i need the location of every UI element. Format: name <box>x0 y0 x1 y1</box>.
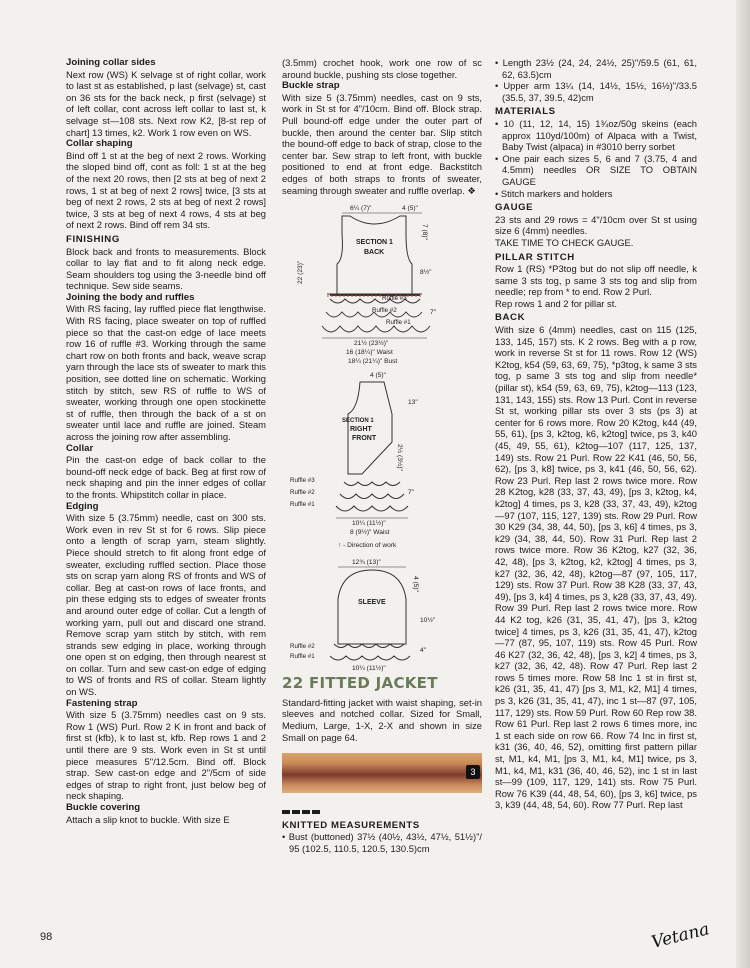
back-width-label: 21½ (23½)" <box>354 340 389 348</box>
back-neck-label: 6¼ (7)" <box>350 205 372 213</box>
buckle-strap-text: With size 5 (3.75mm) needles, cast on 9 sts, work in St st for 4"/10cm. Bind off. Block strap. Pull bound-off edge under the outer part of buckle, then around the center bar. Slip stitch the bound-off edge to back of strap, close to the center bar. Sew strap to left front, with buckle positioned to end at front edge. Backstitch edges of both straps to fronts of sweater, seaming through sweater and ruffle overlap. ❖ <box>282 91 482 196</box>
sleeve-title: SLEEVE <box>358 599 386 607</box>
collar-heading: Collar <box>66 442 94 454</box>
materials-markers: • Stitch markers and holders <box>495 187 613 199</box>
length-measurement: • Length 23½ (24, 24, 24½, 25)"/59.5 (61, 61, 62, 63.5)cm <box>495 57 697 80</box>
front-title-1: SECTION 1 <box>342 418 374 425</box>
collar-text: Pin the cast-on edge of back collar to the bound-off neck edge of back. Beg at first row of neck shaping and pin the inner edges of collar to the fronts. Whipstitch collar in place. <box>66 454 266 500</box>
schematics-diagram <box>282 204 482 672</box>
back-title-1: SECTION 1 <box>356 239 393 247</box>
back-ruffle1-label: Ruffle #1 <box>386 319 411 327</box>
sleeve-ruffle1-label: Ruffle #1 <box>290 653 315 661</box>
front-ruffle1-label: Ruffle #1 <box>290 501 315 509</box>
back-ruffle2-label: Ruffle #2 <box>372 307 397 315</box>
front-slope-label: 2½ (3½)" <box>396 444 403 472</box>
front-schematic <box>290 372 418 549</box>
back-body-label: 8½" <box>420 269 432 277</box>
back-heading: BACK <box>495 312 526 324</box>
buckle-covering-text: Attach a slip knot to buckle. With size E <box>66 813 230 825</box>
section-divider-bars <box>282 805 482 817</box>
joining-body-text: With RS facing, lay ruffled piece flat lengthwise. With RS facing, place sweater on top of ruffled piece so that the cast-on edge of lace meets row 16 of ruffle #3. Working through the same chart row on both fronts and back, weave scrap yarn through the lace sts of sweater to mark this position, see dotted line on schematic. Working stitch by stitch, sew RS of ruffle to WS of sweater, working through one open stockinette st of ruffle, then through the back of a st on sweater until lace and ruffle are joined. Steam across the joining row after assembling. <box>66 303 266 442</box>
jacket-intro: Standard-fitting jacket with waist shaping, set-in sleeves and notched collar. Sized for Small, Medium, Large, 1-X, 2-X and shown in size Small on page 64. <box>282 696 482 743</box>
sleeve-bottom-label: 10¼ (11½)" <box>352 665 386 673</box>
front-neck-label: 13" <box>408 399 418 407</box>
back-title-2: BACK <box>364 249 385 257</box>
sleeve-schematic <box>290 559 436 672</box>
front-width-label: 10¼ (11½)" <box>352 520 386 528</box>
back-bust-label: 18¼ (21¼)" Bust <box>348 358 398 366</box>
joining-collar-text: Next row (WS) K selvage st of right collar, work to last st as established, p last (selvage) st, cast on 36 sts for the back neck, p first (selvage) st of left collar, cont across left collar to last st, k selvage st—108 sts. Next row K2, [8-st rep of chart] 13 times, k2. Work 1 row even on WS. <box>66 68 266 138</box>
pillar-stitch-repeat: Rep rows 1 and 2 for pillar st. <box>495 297 617 309</box>
edging-heading: Edging <box>66 500 99 512</box>
front-ruffle2-label: Ruffle #2 <box>290 489 315 497</box>
collar-shaping-heading: Collar shaping <box>66 138 133 150</box>
front-title-2: RIGHT <box>350 426 372 434</box>
materials-yarn: • 10 (11, 12, 14, 15) 1¾oz/50g skeins (each approx 110yd/100m) of Alpaca with a Twist, Baby Twist (alpaca) in #3010 berry sorbet <box>495 117 697 153</box>
edging-text: With size 5 (3.75mm) needle, cast on 300 sts. Work even in rev St st for 6 rows. Slip piece onto a length of scrap yarn, steam slightly. Piece should stretch to fit along front edge of sweater, excluding ruffled section. Place those sts on scrap yarn along RS of fronts and WS of collar. Beg at cast-on rows of lace fronts, and pin these edging sts to edges of sweater fronts and around outer edge of collar. Cut a length of working yarn, pull out and discard one strand. Remove scrap yarn stitch by stitch, with rem strands sew edging in place, working through one open st on edging, then through nearest st on collar. Turn and sew cast-on edge of edging to WS of fronts and RS of collar. Steam lightly on WS. <box>66 512 266 698</box>
materials-needles: • One pair each sizes 5, 6 and 7 (3.75, 4 and 4.5mm) needles OR SIZE TO OBTAIN GAUGE <box>495 152 697 187</box>
back-length-label: 22 (23)" <box>297 260 304 285</box>
column-right <box>495 57 697 811</box>
column-middle <box>282 57 482 854</box>
back-ruffle3-label: Ruffle #3 <box>382 295 407 303</box>
front-shoulder-label: 4 (5)" <box>370 372 386 380</box>
jacket-title: 22 FITTED JACKET <box>282 674 438 693</box>
pillar-stitch-text: Row 1 (RS) *P3tog but do not slip off needle, k same 3 sts tog, p same 3 sts tog and slip from needle; rep from * to end. Row 2 Purl. <box>495 263 697 298</box>
bust-measurement: • Bust (buttoned) 37½ (40½, 43½, 47½, 51½)"/ 95 (102.5, 110.5, 120.5, 130.5)cm <box>282 831 482 854</box>
sleeve-top-label: 12¾ (13)" <box>352 559 381 567</box>
front-ruffle3-label: Ruffle #3 <box>290 477 315 485</box>
page-number: 98 <box>40 931 53 943</box>
fastening-strap-heading: Fastening strap <box>66 697 138 709</box>
yarn-swatch-image <box>282 753 482 793</box>
front-title-3: FRONT <box>352 435 377 443</box>
column-left <box>66 57 266 825</box>
pillar-stitch-heading: PILLAR STITCH <box>495 251 575 263</box>
collar-shaping-text: Bind off 1 st at the beg of next 2 rows. Working the sloped bind off, cont as foll: 1 st at the beg of the next 20 rows, then [2 sts at beg of next 2 rows, 1 st at beg of next 2 rows] twice, [3 sts at beg of next 2 rows, 2 sts at beg of next 2 rows] twice, 3 sts at beg of next 4 rows, 4 sts at beg of next 2 rows. Bind off rem 34 sts. <box>66 149 266 231</box>
skill-level-badge: 3 <box>466 765 480 779</box>
back-waist-label: 16 (18¼)" Waist <box>346 349 393 357</box>
sleeve-ruffle2-label: Ruffle #2 <box>290 643 315 651</box>
joining-body-heading: Joining the body and ruffles <box>66 291 195 303</box>
sleeve-length-label: 10½" <box>420 617 436 625</box>
finishing-text: Block back and fronts to measurements. Block collar to lay flat and to fit along neck edge. Seam shoulders tog using the 3-needle bind off technique. Sew side seams. <box>66 245 266 292</box>
materials-heading: MATERIALS <box>495 106 556 118</box>
back-schematic <box>297 205 437 365</box>
joining-collar-heading: Joining collar sides <box>66 57 156 68</box>
sleeve-cap-label: 4 (5)" <box>412 576 419 593</box>
gauge-check: TAKE TIME TO CHECK GAUGE. <box>495 236 634 248</box>
signature-watermark: Vetana <box>649 919 712 953</box>
back-ruffle-height-label: 7" <box>430 309 437 317</box>
back-instructions: With size 6 (4mm) needles, cast on 115 (125, 133, 145, 157) sts. K 2 rows. Beg with a p row, work in reverse St st for 11 rows. Row 12 (WS) K2tog, k54 (59, 63, 69, 75), *p3tog, k same 3 sts tog, p same 3 sts tog and slip from needle* (pillar st), k54 (59, 63, 69, 75), k2tog—113 (123, 131, 143, 155) sts. Row 13 Purl. Cont in reverse St st, working pillar sts over 3 sts (ps 3) at center for 6 rows more. Row 20 K2tog, k44 (49, 55, 61), [ps 3, k2tog, k6, k2tog] twice, ps 3, k40 (45, 49, 55, 61), k2tog—107 (117, 125, 137, 149) sts. Row 21 Purl. Row 22 K41 (46, 50, 56, 62), [ps 3, k8] twice, ps 3, k41 (46, 50, 56, 62). Row 23 Purl. Rep last 2 rows twice more. Row 28 K2tog, k28 (33, 37, 43, 49), [ps 3, k2tog, k4, k2tog] 4 times, ps 3, k28 (33, 37, 43, 49), k2tog—97 (107, 115, 127, 139) sts. Row 29 Purl. Row 30 K29 (34, 38, 44, 50), [ps 3, k6] 4 times, ps 3, k29 (34, 38, 44, 50). Row 31 Purl. Rep last 2 rows twice more. Row 36 K2tog, k27 (32, 36, 42, 48), [ps 3, k2tog, k2, k2tog] 4 times, ps 3, k27 (32, 36, 42, 48), k2tog—87 (97, 105, 117, 129) sts. Row 37 Purl. Row 38 K28 (33, 37, 43, 49), [ps 3, k4] 4 times, ps 3, k28 (33, 37, 43, 49). Row 39 Purl. Rep last 2 rows twice more. Row 44 K2 tog, k26 (31, 35, 41, 47), [ps 3, k2tog twice] 4 times, ps 3, k26 (31, 35, 41, 47), k2tog—77 (87, 95, 107, 119) sts. Row 45 Purl. Row 46 K27 (32, 36, 42, 48), [ps 3, k2] 4 times, ps 3, k27 (32, 36, 42, 48). Row 47 Purl. Rep last 2 rows 5 times more. Row 58 Inc 1 st in first st, k26 (31, 35, 41, 47) [ps 3, M1, k2, M1] 4 times, ps 3, k26 (31, 35, 41, 47), inc 1 st—87 (97, 105, 117, 129) sts. Row 59 Purl. Row 60 Rep row 38. Row 61 Purl. Rep last 2 rows 6 times more, inc 1 st each side on row 66. Row 74 Inc in first st, k31 (36, 40, 46, 52), omitting first pattern pillar st, M1, k4, M1, [ps 3, M1, k4, M1] twice, ps 3, M1, k4, M1, k31 (36, 40, 46, 52), inc 1 st in last st—99 (109, 117, 129, 141) sts. Row 75 Purl. Row 76 K39 (44, 48, 54, 60), [ps 3, k6] twice, ps 3, k39 (44, 48, 54, 60). Row 77 Purl. Rep last <box>495 324 697 811</box>
back-armhole-label: 7 (8)" <box>421 224 428 241</box>
fastening-strap-text: With size 5 (3.75mm) needles cast on 9 sts. Row 1 (WS) Purl. Row 2 K in front and back of first st (kfb), k to last st, kfb. Rep rows 1 and 2 until there are 9 sts. Work even in St st until piece measures 5"/12.5cm. Bind off. Block strap. Sew cast-on edge and 2"/5cm of side edges of strap to right front, just below beg of neck shaping. <box>66 709 266 802</box>
sleeve-cuff-label: 4" <box>420 647 427 655</box>
front-waist-label: 8 (9½)" Waist <box>350 529 390 537</box>
upper-arm-measurement: • Upper arm 13¼ (14, 14½, 15½, 16½)"/33.5 (35.5, 37, 39.5, 42)cm <box>495 80 697 103</box>
front-ruffle-height-label: 7" <box>408 489 415 497</box>
buckle-covering-continued: (3.5mm) crochet hook, work one row of sc around buckle, pushing sts close together. <box>282 57 482 80</box>
back-shoulder-label: 4 (5)" <box>402 205 418 213</box>
finishing-heading: FINISHING <box>66 233 120 245</box>
gauge-heading: GAUGE <box>495 202 534 214</box>
knitted-measurements-heading: KNITTED MEASUREMENTS <box>282 819 420 831</box>
gauge-text: 23 sts and 29 rows = 4"/10cm over St st using size 6 (4mm) needles. <box>495 213 697 237</box>
buckle-covering-heading: Buckle covering <box>66 802 141 813</box>
direction-of-work-label: ↑ - Direction of work <box>338 542 397 550</box>
buckle-strap-heading: Buckle strap <box>282 80 340 92</box>
page-edge <box>736 0 750 968</box>
